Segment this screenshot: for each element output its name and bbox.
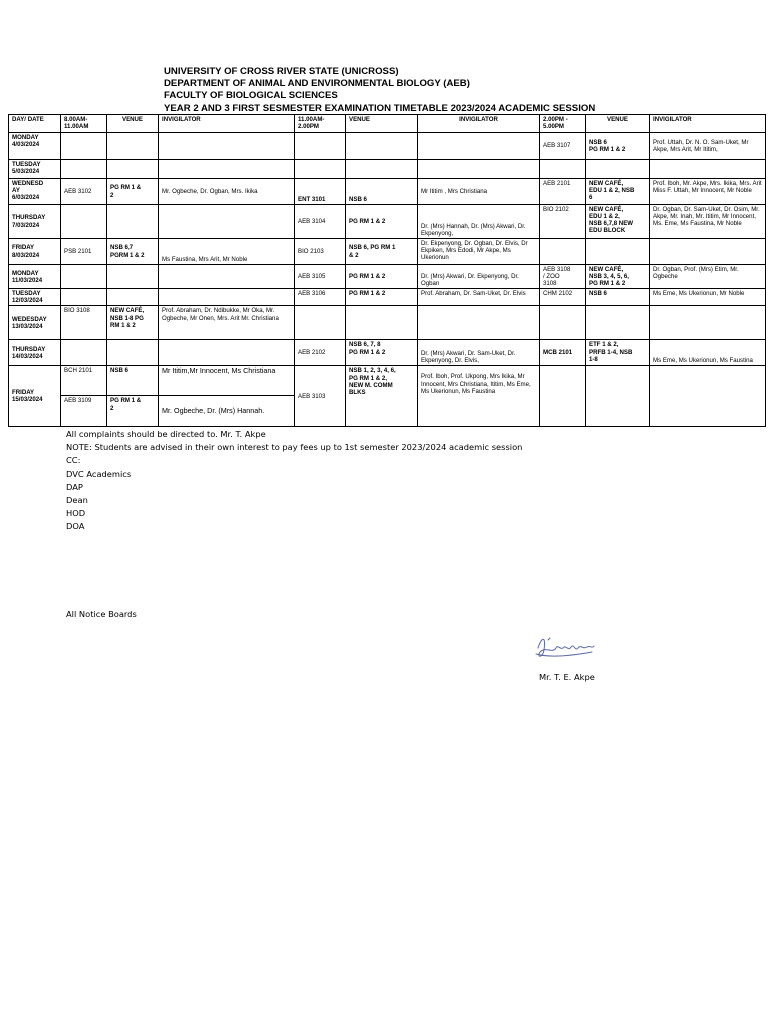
day-cell: WEDNESD AY 6/03/2024: [9, 179, 61, 205]
venue-cell: NSB 6: [346, 179, 418, 205]
day-cell: MONDAY 11/03/2024: [9, 265, 61, 289]
venue-cell: PG RM 1 & 2: [346, 205, 418, 239]
venue-cell: NSB 6, PG RM 1 & 2: [346, 239, 418, 265]
cc-item: Dean: [66, 495, 88, 506]
course-cell: AEB 3106: [295, 289, 346, 306]
course-cell: ENT 3101: [295, 179, 346, 205]
university-name: UNIVERSITY OF CROSS RIVER STATE (UNICROSS): [164, 66, 399, 77]
table-row: [9, 179, 766, 205]
table-row: [9, 306, 766, 340]
course-cell: AEB 3108 / ZOO 3108: [540, 265, 586, 289]
venue-cell: PG RM 1 & 2: [346, 289, 418, 306]
table-row: [9, 205, 766, 239]
invigilator-cell: Ms Faustina, Mrs Arit, Mr Noble: [159, 239, 295, 265]
venue-cell: NSB 1, 2, 3, 4, 6, PG RM 1 & 2, NEW M. COMM BLKS: [346, 366, 418, 427]
course-cell: PSB 2101: [61, 239, 107, 265]
table-row: [9, 366, 766, 396]
day-cell: MONDAY 4/03/2024: [9, 133, 61, 160]
col-header-venue1: VENUE: [107, 115, 159, 133]
invigilator-cell: Prof. Uttah, Dr. N. O. Sam-Uket, Mr Akpe, Mrs Arit, Mr Ititim,: [650, 133, 766, 160]
cc-item: DAP: [66, 481, 83, 492]
course-cell: MCB 2101: [540, 340, 586, 366]
course-cell: AEB 2102: [295, 340, 346, 366]
col-header-venue2: VENUE: [346, 115, 418, 133]
venue-cell: ETF 1 & 2, PRFB 1-4, NSB 1-8: [586, 340, 650, 366]
col-header-venue3: VENUE: [586, 115, 650, 133]
day-cell: WEDESDAY 13/03/2024: [9, 306, 61, 340]
day-cell: FRIDAY 8/03/2024: [9, 239, 61, 265]
invigilator-cell: Dr. (Mrs) Hannah, Dr. (Mrs) Akwari, Dr. Ekpenyong,: [418, 205, 540, 239]
faculty-name: FACULTY OF BIOLOGICAL SCIENCES: [164, 90, 338, 102]
invigilator-cell: Prof. Iboh, Mr. Akpe, Mrs. Ikika, Mrs. Arit Miss F. Uttah, Mr Innocent, Mr Noble: [650, 179, 766, 205]
fees-note: NOTE: Students are advised in their own interest to pay fees up to 1st semester 2023/2024 academic session: [66, 442, 523, 453]
venue-cell: PG RM 1 & 2: [346, 265, 418, 289]
col-header-slot3: 2.00PM - 5.00PM: [540, 115, 586, 133]
invigilator-cell: Mr. Ogbeche, Dr. (Mrs) Hannah.: [159, 396, 295, 427]
course-cell: BIO 3108: [61, 306, 107, 340]
cc-item: HOD: [66, 508, 86, 519]
table-header-row: [9, 115, 766, 133]
table-row: [9, 160, 766, 179]
invigilator-cell: Prof. Abraham, Dr. Sam-Uket, Dr. Elvis: [418, 289, 540, 306]
col-header-invigilator1: INVIGILATOR: [159, 115, 295, 133]
col-header-slot1: 8.00AM- 11.00AM: [61, 115, 107, 133]
col-header-invigilator2: INVIGILATOR: [418, 115, 540, 133]
course-cell: BIO 2102: [540, 205, 586, 239]
course-cell: AEB 3104: [295, 205, 346, 239]
signature-icon: [530, 628, 600, 664]
invigilator-cell: Dr. (Mrs) Akwari, Dr. Ekpenyong, Dr. Ogban: [418, 265, 540, 289]
venue-cell: NEW CAFÉ, NSB 3, 4, 5, 6, PG RM 1 & 2: [586, 265, 650, 289]
course-cell: BCH 2101: [61, 366, 107, 396]
invigilator-cell: Dr. Ogban, Dr. Sam-Uket, Dr. Osim, Mr. Akpe, Mr. Inah, Mr. Ititim, Mr Innocent, Ms. Eme, Ms Faustina, Mr Noble: [650, 205, 766, 239]
document-header: [164, 66, 724, 115]
venue-cell: NSB 6 PG RM 1 & 2: [586, 133, 650, 160]
venue-cell: NSB 6: [586, 289, 650, 306]
invigilator-cell: Mr Ititim,Mr Innocent, Ms Christiana: [159, 366, 295, 396]
day-cell: TUESDAY 12/03/2024: [9, 289, 61, 306]
invigilator-cell: Mr Ititim , Mrs Christiana: [418, 179, 540, 205]
invigilator-cell: Dr. (Mrs) Akwari, Dr. Sam-Uket, Dr. Ekpenyong, Dr. Elvis,: [418, 340, 540, 366]
table-row: [9, 289, 766, 306]
venue-cell: NSB 6,7 PGRM 1 & 2: [107, 239, 159, 265]
cc-item: DVC Academics: [66, 468, 132, 479]
notes-section: [66, 428, 522, 534]
venue-cell: NEW CAFÉ, EDU 1 & 2, NSB 6,7,8 NEW EDU BLOCK: [586, 205, 650, 239]
table-row: [9, 340, 766, 366]
table-row: [9, 239, 766, 265]
invigilator-cell: Mr. Ogbeche, Dr. Ogban, Mrs. Ikika: [159, 179, 295, 205]
col-header-slot2: 11.00AM- 2.00PM: [295, 115, 346, 133]
department-name: DEPARTMENT OF ANIMAL AND ENVIRONMENTAL BIOLOGY (AEB): [164, 78, 470, 90]
invigilator-cell: Prof. Iboh, Prof. Ukpong, Mrs Ikika, Mr Innocent, Mrs Christiana, Ititim, Ms Eme, Ms Ukerionun, Ms Faustina: [418, 366, 540, 427]
venue-cell: NEW CAFÉ, EDU 1 & 2, NSB 6: [586, 179, 650, 205]
col-header-day: DAY/ DATE: [9, 115, 61, 133]
course-cell: AEB 3107: [540, 133, 586, 160]
venue-cell: NSB 6, 7, 8 PG RM 1 & 2: [346, 340, 418, 366]
table-row: [9, 265, 766, 289]
col-header-invigilator3: INVIGILATOR: [650, 115, 766, 133]
day-cell: THURSDAY 14/03/2024: [9, 340, 61, 366]
notice-boards: All Notice Boards: [66, 609, 137, 619]
course-cell: CHM 2102: [540, 289, 586, 306]
day-cell: THURSDAY 7/03/2024: [9, 205, 61, 239]
course-cell: AEB 3109: [61, 396, 107, 427]
invigilator-cell: Ms Eme, Ms Ukerionun, Ms Faustina: [650, 340, 766, 366]
table-row: [9, 133, 766, 160]
course-cell: AEB 3105: [295, 265, 346, 289]
cc-label: CC:: [66, 455, 81, 466]
course-cell: BIO 2103: [295, 239, 346, 265]
course-cell: AEB 2101: [540, 179, 586, 205]
venue-cell: PG RM 1 & 2: [107, 396, 159, 427]
timetable-title: YEAR 2 AND 3 FIRST SESMESTER EXAMINATION TIMETABLE 2023/2024 ACADEMIC SESSION: [164, 102, 596, 114]
exam-timetable: [8, 114, 766, 427]
course-cell: AEB 3103: [295, 366, 346, 427]
invigilator-cell: Ms Eme, Ms Ukerionun, Mr Noble: [650, 289, 766, 306]
venue-cell: PG RM 1 & 2: [107, 179, 159, 205]
course-cell: AEB 3102: [61, 179, 107, 205]
day-cell: FRIDAY 15/03/2024: [9, 366, 61, 427]
venue-cell: NSB 6: [107, 366, 159, 396]
invigilator-cell: Prof. Abraham, Dr. Ndibukke, Mr Oka, Mr. Ogbeche, Mr Onen, Mrs. Arit Mr. Christiana: [159, 306, 295, 340]
signatory-name: Mr. T. E. Akpe: [539, 672, 595, 682]
invigilator-cell: Dr. Ogban, Prof. (Mrs) Etim, Mr. Ogbeche: [650, 265, 766, 289]
day-cell: TUESDAY 5/03/2024: [9, 160, 61, 179]
complaints-note: All complaints should be directed to. Mr. T. Akpe: [66, 429, 266, 439]
cc-item: DOA: [66, 521, 85, 532]
invigilator-cell: Dr. Ekpenyong, Dr. Ogban, Dr. Elvis, Dr Ekpiken, Mrs Edodi, Mr Akpe, Ms Ukerionun: [418, 239, 540, 265]
venue-cell: NEW CAFÉ, NSB 1-8 PG RM 1 & 2: [107, 306, 159, 340]
